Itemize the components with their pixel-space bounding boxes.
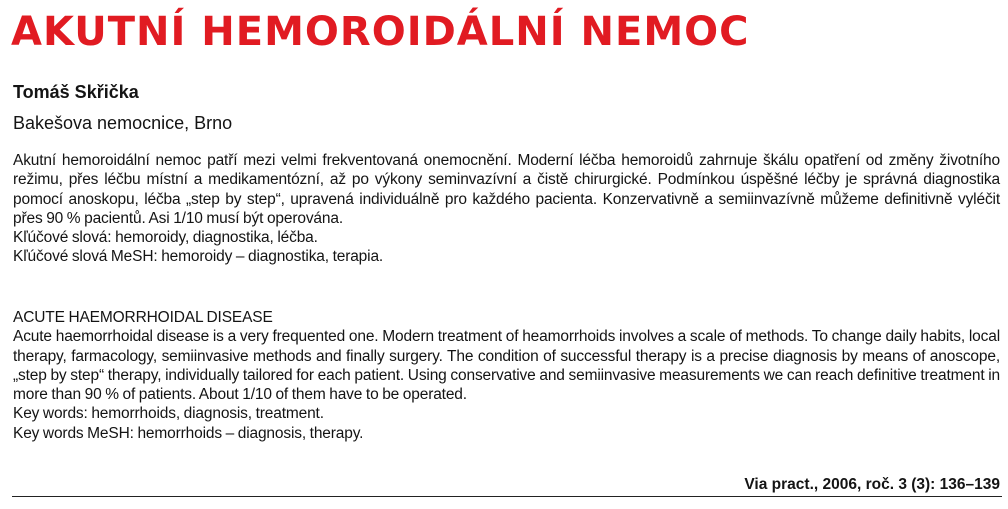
author-affiliation: Bakešova nemocnice, Brno: [13, 113, 233, 133]
journal-citation: Via pract., 2006, roč. 3 (3): 136–139: [744, 476, 1000, 493]
bottom-rule: [12, 496, 1002, 497]
abstract-english-text: Acute haemorrhoidal disease is a very frequented one. Modern treatment of heamorrhoids involves a scale of methods. To change daily habits, local therapy, farmacology, semiinvasive methods and finally surgery. The condition of successful therapy is a precise diagnosis by means of anoscope, „step by step“ therapy, individually tailored for each patient. Using conservative and semiinvasive measurements we can reach definitive treatment in more than 90 % of patients. About 1/10 of them have to be operated.: [13, 328, 1000, 404]
article-title: AKUTNÍ HEMOROIDÁLNÍ NEMOC: [11, 9, 750, 55]
abstract-english-heading: ACUTE HAEMORRHOIDAL DISEASE: [13, 309, 273, 326]
keywords-english: Key words: hemorrhoids, diagnosis, treatment.: [13, 405, 324, 423]
keywords-czech: Kľúčové slová: hemoroidy, diagnostika, léčba.: [13, 229, 318, 247]
abstract-czech-text: Akutní hemoroidální nemoc patří mezi velmi frekventovaná onemocnění. Moderní léčba hemoroidů zahrnuje škálu opatření od změny životního režimu, přes léčbu místní a medikamentózní, až po výkony seminvazívní a čistě chirurgické. Podmínkou úspěšné léčby je správná diagnostika pomocí anoskopu, léčba „step by step“, upravená individuálně pro každého pacienta. Konzervativně a semiinvazívně můžeme definitivně vyléčit přes 90 % pacientů. Asi 1/10 musí být operována.: [13, 152, 1000, 227]
abstract-czech: [13, 151, 1000, 267]
keywords-mesh-czech: Kľúčové slová MeSH: hemoroidy – diagnostika, terapia.: [13, 248, 384, 266]
keywords-mesh-english: Key words MeSH: hemorrhoids – diagnosis, therapy.: [13, 424, 364, 442]
author-name: Tomáš Skřička: [13, 82, 139, 102]
abstract-english: [13, 308, 1000, 443]
